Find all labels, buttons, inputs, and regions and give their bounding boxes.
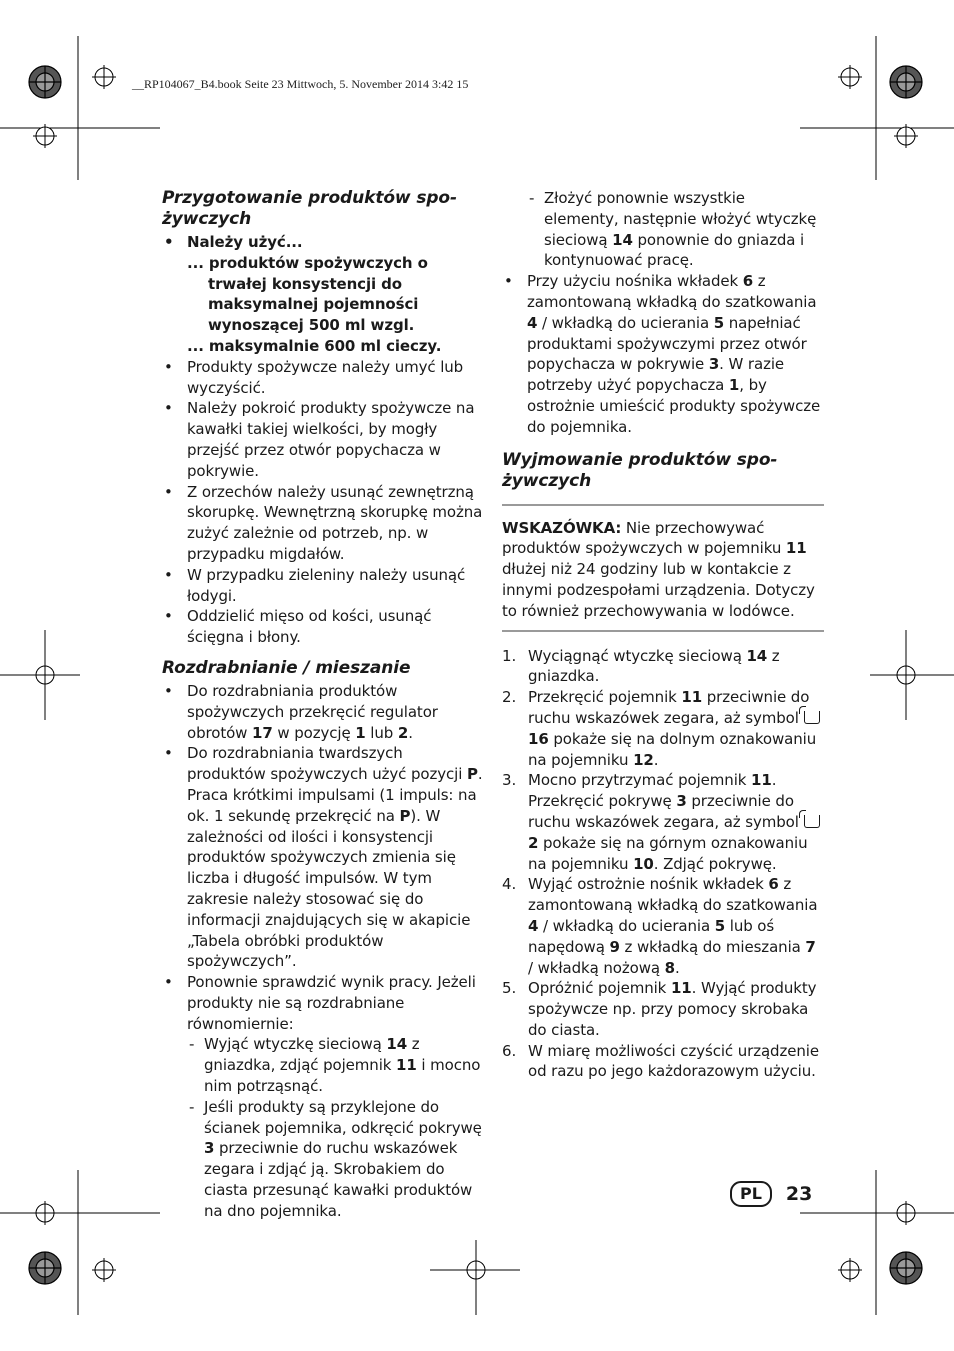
list-item: • Do rozdrabniania produktów spożywczych przekręcić regulator obrotów 17 w pozycję 1 lub 2.: [162, 681, 484, 743]
left-column: [162, 188, 484, 1222]
page-number: 23: [785, 1183, 813, 1205]
language-badge: PL: [730, 1181, 772, 1207]
note-box: WSKAZÓWKA: Nie przechowywać produktów spożywczych w pojemniku 11 dłużej niż 24 godziny lub w kontakcie z innymi podzespołami urządzenia. Dotyczy to również przechowywania w lodówce.: [502, 504, 824, 632]
list-item: • Oddzielić mięso od kości, usunąć ścięgna i błony.: [162, 606, 484, 648]
step-item: 6. W miarę możliwości czyścić urządzenie od razu po jego każdorazowym użyciu.: [502, 1041, 819, 1081]
step-item: 1. Wyciągnąć wtyczkę sieciową 14 z gniazdka.: [502, 646, 780, 686]
sub-list-item: - Jeśli produkty są przyklejone do ścianek pojemnika, odkręcić pokrywę 3 przeciwnie do ruchu wskazówek zegara i zdjąć ją. Skrobakiem do ciasta przesunąć kawałki produktów na dno pojemnika.: [187, 1097, 484, 1222]
right-column-content: [502, 188, 824, 1082]
list-item: • W przypadku zieleniny należy usunąć łodygi.: [162, 565, 484, 607]
step-item: 3. Mocno przytrzymać pojemnik 11. Przekręcić pokrywę 3 przeciwnie do ruchu wskazówek zegara, aż symbol 2 pokaże się na górnym oznakowaniu na pojemniku 10. Zdjąć pokrywę.: [502, 770, 824, 874]
unlock-symbol-icon: [804, 711, 820, 724]
list-item: • Do rozdrabniania twardszych produktów spożywczych użyć pozycji P. Praca krótkimi impulsami (1 impuls: na ok. 1 sekundę przekręcić na P). W zależności od ilości i konsystencji produktów spożywczych zmienia się liczba i długość impulsów. W tym zakresie należy stosować się do informacji znajdujących się w akapicie „Tabela obróbki produktów spożywczych”.: [162, 743, 484, 972]
print-header: __RP104067_B4.book Seite 23 Mittwoch, 5. November 2014 3:42 15: [132, 77, 469, 91]
unlock-symbol-icon: [804, 815, 820, 828]
filling-list: [502, 271, 824, 437]
preparation-list: [162, 232, 484, 648]
chopping-list: [162, 681, 484, 1222]
sub-list-item: - Złożyć ponownie wszystkie elementy, następnie włożyć wtyczkę sieciową 14 ponownie do gniazda i kontynuować pracę.: [527, 188, 824, 271]
list-item: • Z orzechów należy usunąć zewnętrzną skorupkę. Wewnętrzną skorupkę można zużyć zależnie od potrzeb, np. w przypadku migdałów.: [162, 482, 484, 565]
step-item: 5. Opróżnić pojemnik 11. Wyjąć produkty spożywcze np. przy pomocy skrobaka do ciasta.: [502, 979, 817, 1039]
removal-steps: [502, 646, 824, 1083]
step-item: 2. Przekręcić pojemnik 11 przeciwnie do ruchu wskazówek zegara, aż symbol 16 pokaże się na dolnym oznakowaniu na pojemniku 12.: [502, 687, 824, 770]
page-footer: [730, 1181, 812, 1207]
section-title-preparation: Przygotowanie produktów spo- żywczych: [162, 188, 457, 229]
list-item: • Przy użyciu nośnika wkładek 6 z zamontowaną wkładką do szatkowania 4 / wkładką do ucierania 5 napełniać produktami spożywczymi przez otwór popychacza w pokrywie 3. W razie potrzeby użyć popychacza 1, by ostrożnie umieścić produkty spożywcze do pojemnika.: [502, 271, 824, 437]
list-item: • Należy użyć... ... produktów spożywczych o trwałej konsystencji do maksymalnej pojemności wynoszącej 500 ml wzgl. ... maksymalnie 600 ml cieczy.: [162, 232, 484, 357]
section-title-removal: Wyjmowanie produktów spo- żywczych: [502, 449, 778, 491]
sub-list-item: - Wyjąć wtyczkę sieciową 14 z gniazdka, zdjąć pojemnik 11 i mocno nim potrząsnąć.: [187, 1034, 484, 1096]
list-item: • Ponownie sprawdzić wynik pracy. Jeżeli produkty nie są rozdrabniane równomiernie: - Wyjąć wtyczkę sieciową 14 z gniazdka, zdjąć pojemnik 11 i mocno nim potrząsnąć. - Jeśli produkty są przyklejone do ścianek pojemnika, odkręcić pokrywę 3 przeciwnie do ruchu wskazówek zegara i zdjąć ją. Skrobakiem do ciasta przesunąć kawałki produktów na dno pojemnika.: [162, 972, 484, 1222]
list-item: • Produkty spożywcze należy umyć lub wyczyścić.: [162, 357, 484, 399]
note-label: WSKAZÓWKA:: [502, 518, 622, 537]
list-item: • Należy pokroić produkty spożywcze na kawałki takiej wielkości, by mogły przejść przez otwór popychacza w pokrywie.: [162, 398, 484, 481]
continued-sublist: [502, 188, 824, 271]
step-item: 4. Wyjąć ostrożnie nośnik wkładek 6 z zamontowaną wkładką do szatkowania 4 / wkładką do ucierania 5 lub oś napędową 9 z wkładką do mieszania 7 / wkładką nożową 8.: [502, 875, 818, 977]
section-title-chopping: Rozdrabnianie / mieszanie: [162, 657, 411, 678]
